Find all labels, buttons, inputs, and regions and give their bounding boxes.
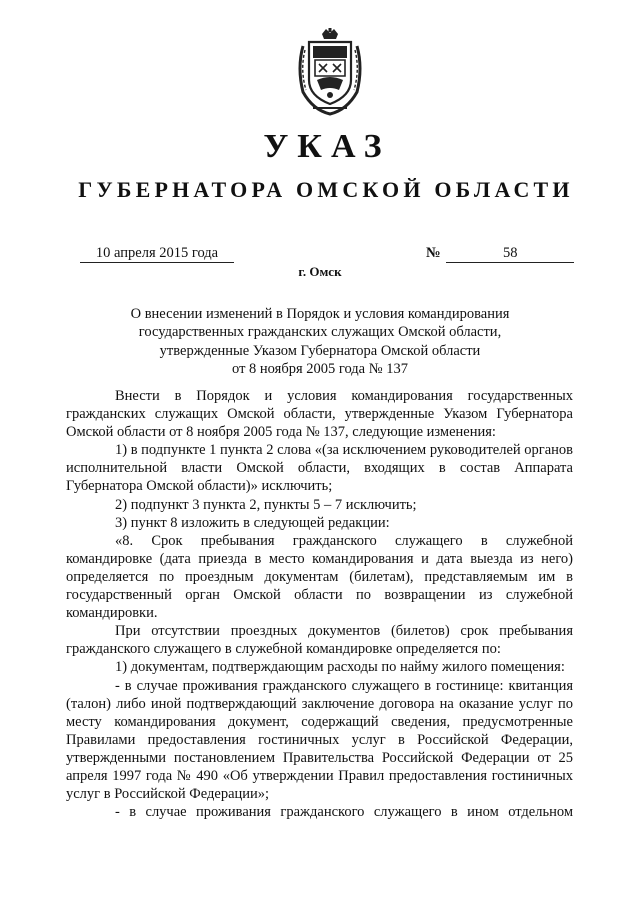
decree-date: 10 апреля 2015 года [80,244,234,263]
decree-city: г. Омск [298,264,342,279]
body-paragraph: 1) в подпункте 1 пункта 2 слова «(за исключением руководителей органов исполнительной власти Омской области, входящих в состав Аппарата Губернатора Омской области)» исключить; [66,442,574,495]
decree-number-row [426,244,576,263]
heading-line: О внесении изменений в Порядок и условия командирования [130,306,510,322]
body-paragraph: 3) пункт 8 изложить в следующей редакции: [115,514,390,531]
body-paragraph: При отсутствии проездных документов (билетов) срок пребывания гражданского служащего в служебной командировке определяется по: [66,623,573,658]
heading-line: государственных гражданских служащих Омской области, [138,324,502,341]
decree-issuer: ГУБЕРНАТОРА ОМСКОЙ ОБЛАСТИ [78,177,574,202]
body-paragraph: - в случае проживания гражданского служащего в ином отдельном [115,804,573,821]
body-paragraph: «8. Срок пребывания гражданского служащего в служебной командировке (дата приезда в место командирования и дата выезда из него) определяется по проездным документам (билетам), представляемым им в государственный орган Омской области по возвращении из служебной командировки. [66,532,573,622]
body-paragraph: 1) документам, подтверждающим расходы по найму жилого помещения: [115,659,565,676]
body-paragraph: Внести в Порядок и условия командирования государственных гражданских служащих Омской области, утвержденные Указом Губернатора Омской области от 8 ноября 2005 года № 137, следующие изменения: [66,388,573,441]
heading-line: от 8 ноября 2005 года № 137 [232,360,408,377]
number-sign: № [426,245,441,261]
decree-number: 58 [446,244,574,263]
coat-of-arms-emblem [295,28,365,116]
heading-line: утвержденные Указом Губернатора Омской области [159,342,481,359]
body-paragraph: - в случае проживания гражданского служащего в гостинице: квитанция (талон) либо иной подтверждающий заключение договора на оказание услуг по месту командирования документ, содержащий сведения, предусмотренные Правилами предоставления гостиничных услуг в Российской Федерации, утвержденными постановлением Правительства Российской Федерации от 25 апреля 1997 года № 490 «Об утверждении Правил предоставления гостиничных услуг в Российской Федерации»; [66,677,573,803]
decree-body [66,387,573,821]
body-paragraph: 2) подпункт 3 пункта 2, пункты 5 – 7 исключить; [115,496,417,513]
decree-title: УКАЗ [263,128,391,165]
decree-heading [120,305,520,378]
